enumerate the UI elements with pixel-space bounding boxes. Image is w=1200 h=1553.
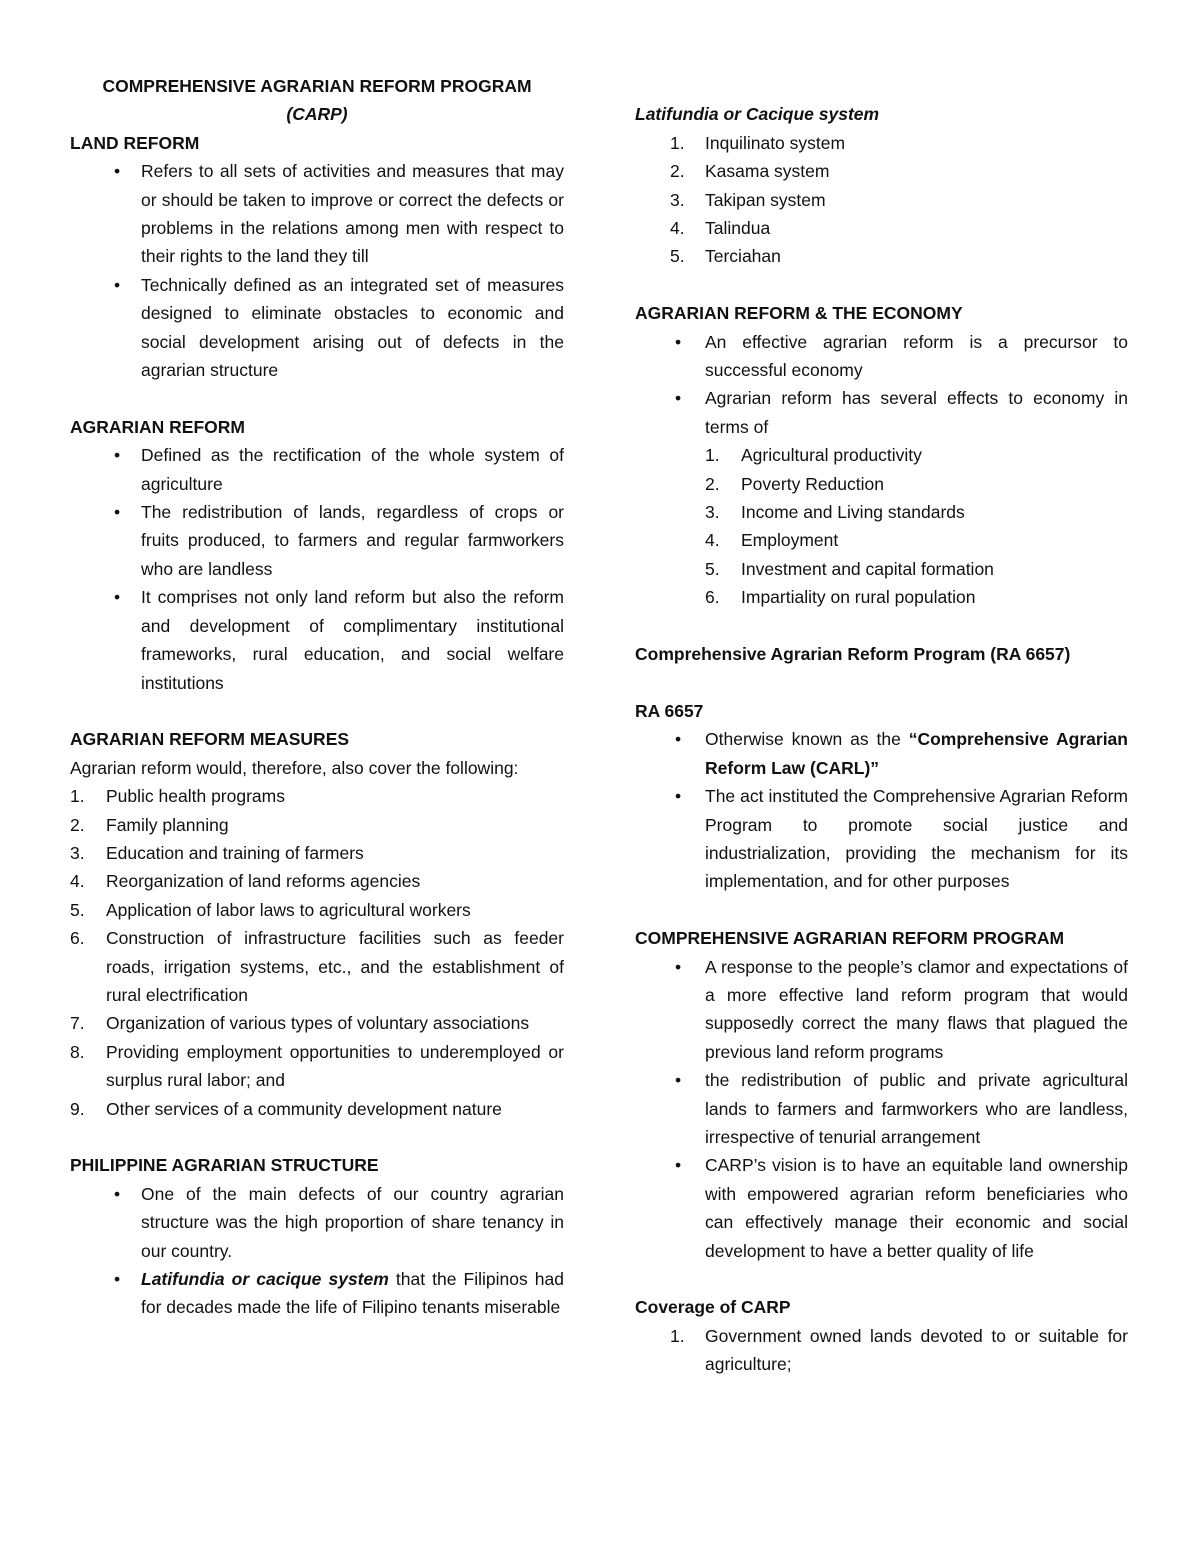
right-column <box>635 72 1128 1379</box>
list-item: • An effective agrarian reform is a precursor to successful economy <box>635 328 1128 385</box>
land-reform-heading: LAND REFORM <box>70 132 200 153</box>
list-item: 9. Other services of a community development nature <box>70 1098 502 1119</box>
list-item: • The act instituted the Comprehensive Agrarian Reform Program to promote social justice and industrialization, providing the mechanism for its implementation, and for other purposes <box>635 782 1128 896</box>
carp-ra-heading: Comprehensive Agrarian Reform Program (RA 6657) <box>635 644 1071 665</box>
latifundia-heading: Latifundia or Cacique system <box>635 104 880 125</box>
list-item: • A response to the people’s clamor and expectations of a more effective land reform program that would supposedly correct the many flaws that plagued the previous land reform programs <box>635 953 1128 1067</box>
land-reform-list <box>70 157 564 384</box>
list-item: 3. Takipan system <box>670 189 826 210</box>
list-item: 4. Employment <box>705 530 839 551</box>
list-item: 3. Income and Living standards <box>705 502 965 523</box>
list-item: 1. Public health programs <box>70 786 285 807</box>
list-item: • Refers to all sets of activities and measures that may or should be taken to improve or correct the defects or problems in the relations among men with respect to their rights to the land they till <box>70 157 564 271</box>
structure-heading: PHILIPPINE AGRARIAN STRUCTURE <box>70 1155 379 1176</box>
agrarian-reform-list <box>70 441 564 697</box>
ra6657-heading: RA 6657 <box>635 700 704 721</box>
structure-list <box>70 1180 564 1322</box>
latifundia-list <box>635 129 1128 271</box>
list-item: • Technically defined as an integrated set of measures designed to eliminate obstacles to economic and social development arising out of defects in the agrarian structure <box>70 271 564 385</box>
list-item: • the redistribution of public and private agricultural lands to farmers and farmworkers who are landless, irrespective of tenurial arrangement <box>635 1066 1128 1151</box>
list-item: • It comprises not only land reform but also the reform and development of complimentary institutional frameworks, rural education, and social welfare institutions <box>70 583 564 697</box>
measures-intro: Agrarian reform would, therefore, also cover the following: <box>70 757 519 778</box>
list-item: 7. Organization of various types of voluntary associations <box>70 1013 530 1034</box>
list-item: 2. Poverty Reduction <box>705 473 884 494</box>
measures-heading: AGRARIAN REFORM MEASURES <box>70 729 350 750</box>
list-item: 1. Government owned lands devoted to or suitable for agriculture; <box>670 1325 1128 1375</box>
agrarian-reform-heading: AGRARIAN REFORM <box>70 416 245 437</box>
economy-heading: AGRARIAN REFORM & THE ECONOMY <box>635 303 963 324</box>
list-item: 3. Education and training of farmers <box>70 842 364 863</box>
measures-list <box>70 782 564 1123</box>
list-item: 5. Investment and capital formation <box>705 558 994 579</box>
list-item: • CARP’s vision is to have an equitable land ownership with empowered agrarian reform beneficiaries who can effectively manage their economic and social development to have a better quality of life <box>635 1151 1128 1265</box>
economy-list <box>635 328 1128 442</box>
list-item: • The redistribution of lands, regardless of crops or fruits produced, to farmers and regular farmworkers who are landless <box>70 498 564 583</box>
list-item: 6. Construction of infrastructure facilities such as feeder roads, irrigation systems, etc., and the establishment of rural electrification <box>70 928 564 1005</box>
list-item: 5. Terciahan <box>670 246 781 267</box>
list-item: 4. Reorganization of land reforms agencies <box>70 871 421 892</box>
economy-effects-list <box>635 441 1128 611</box>
list-item: • One of the main defects of our country agrarian structure was the high proportion of share tenancy in our country. <box>70 1180 564 1265</box>
list-item: 4. Talindua <box>670 218 771 239</box>
coverage-heading: Coverage of CARP <box>635 1297 791 1318</box>
left-column <box>70 72 564 1322</box>
coverage-list <box>635 1322 1128 1379</box>
ra6657-list <box>635 725 1128 895</box>
list-item: 8. Providing employment opportunities to underemployed or surplus rural labor; and <box>70 1041 564 1091</box>
carp-heading: COMPREHENSIVE AGRARIAN REFORM PROGRAM <box>635 928 1065 949</box>
list-item: • Defined as the rectification of the whole system of agriculture <box>70 441 564 498</box>
list-item: • Otherwise known as the “Comprehensive Agrarian Reform Law (CARL)” <box>635 725 1128 782</box>
list-item: • Latifundia or cacique system that the Filipinos had for decades made the life of Filipino tenants miserable <box>70 1265 564 1322</box>
carp-list <box>635 953 1128 1265</box>
list-item: 5. Application of labor laws to agricultural workers <box>70 899 471 920</box>
list-item: 1. Inquilinato system <box>670 132 846 153</box>
list-item: 6. Impartiality on rural population <box>705 587 976 608</box>
document-title: COMPREHENSIVE AGRARIAN REFORM PROGRAM <box>102 76 532 96</box>
list-item: 2. Kasama system <box>670 161 830 182</box>
list-item: • Agrarian reform has several effects to economy in terms of <box>635 384 1128 441</box>
list-item: 2. Family planning <box>70 814 229 835</box>
list-item: 1. Agricultural productivity <box>705 445 922 466</box>
document-subtitle: (CARP) <box>286 104 348 125</box>
